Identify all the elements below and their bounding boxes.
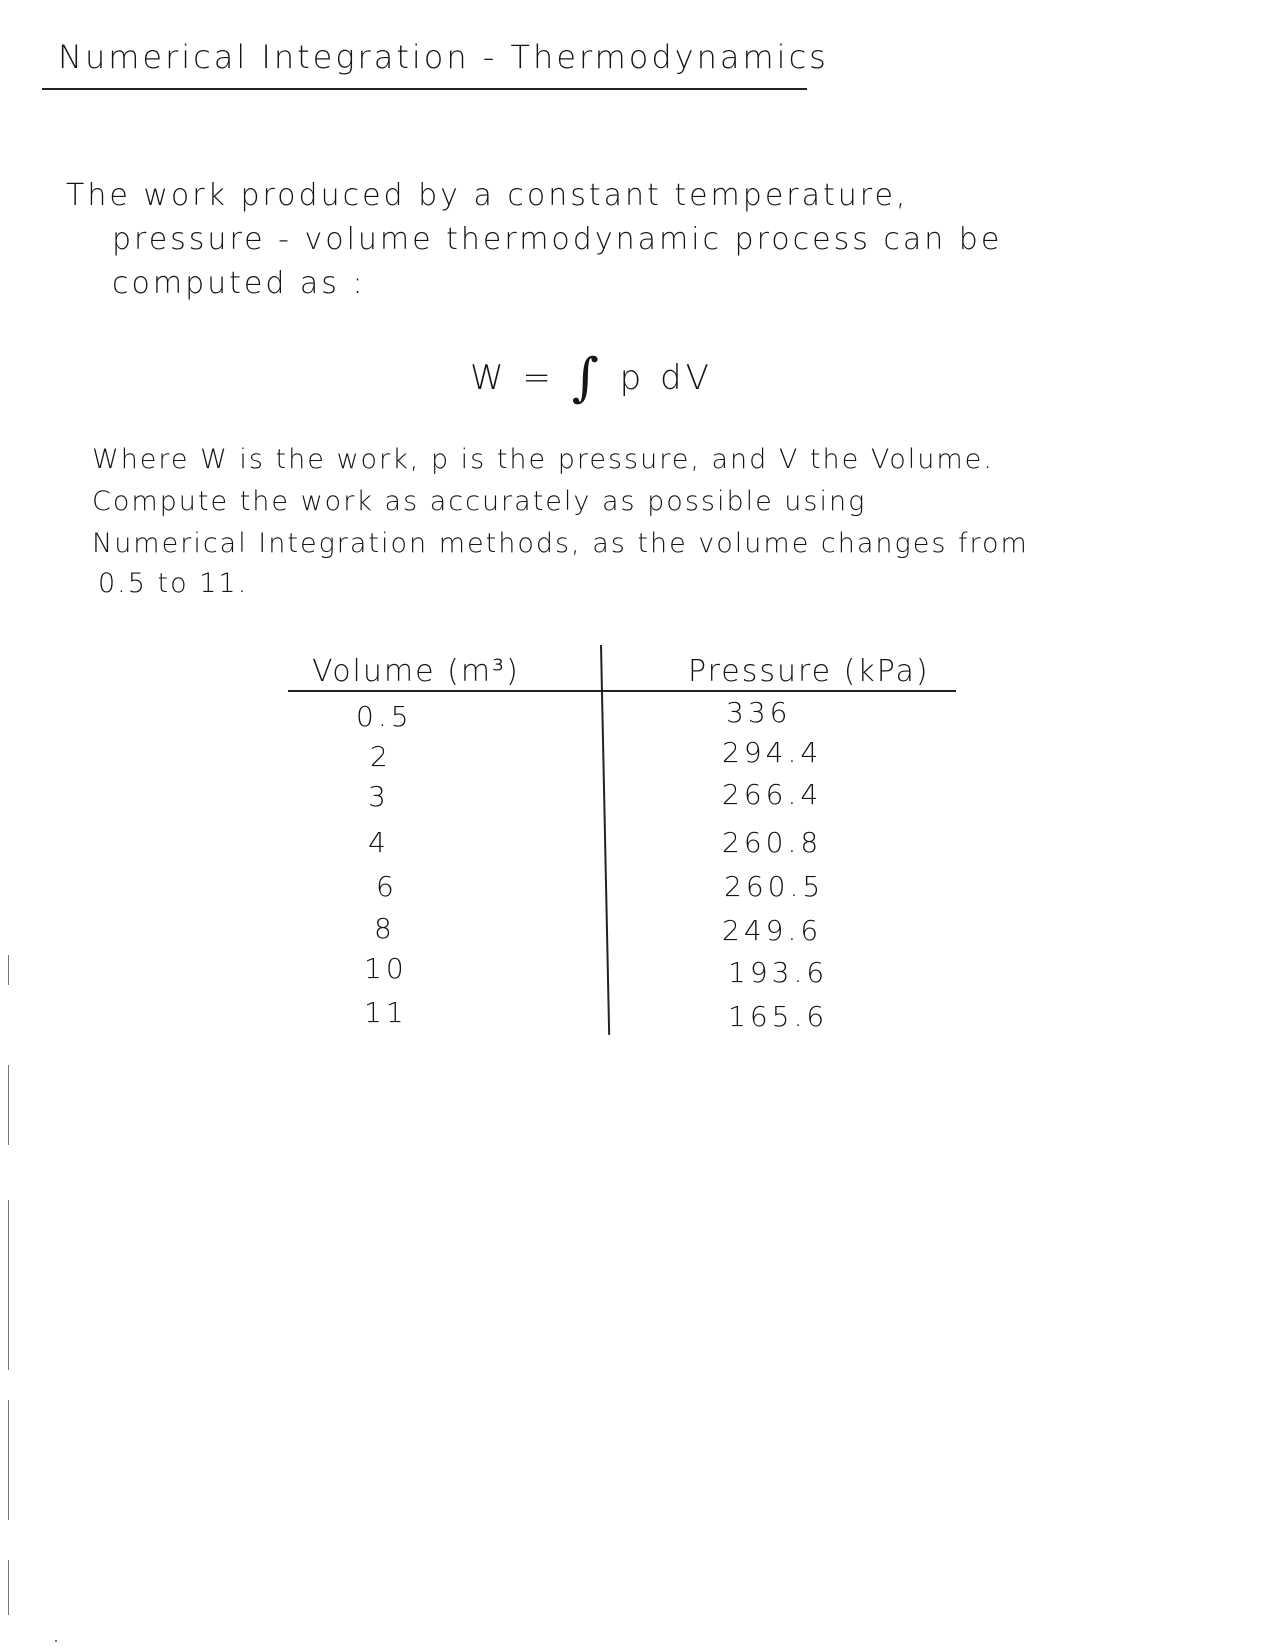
task-line-3: Numerical Integration methods, as the volume changes from	[92, 528, 1029, 559]
task-line-2: Compute the work as accurately as possible using	[92, 486, 867, 517]
scan-artifact	[8, 1200, 9, 1370]
volume-cell: 3	[368, 780, 390, 813]
title-underline	[42, 88, 807, 90]
pressure-column-header: Pressure (kPa)	[688, 654, 930, 689]
pressure-cell: 336	[726, 696, 792, 729]
intro-line-1: The work produced by a constant temperature,	[66, 178, 909, 213]
work-formula	[470, 348, 713, 408]
pressure-cell: 260.5	[724, 870, 825, 903]
task-line-1: Where W is the work, p is the pressure, and V the Volume.	[92, 444, 994, 475]
intro-line-3: computed as :	[112, 266, 366, 301]
volume-cell: 10	[364, 952, 408, 985]
intro-line-2: pressure - volume thermodynamic process can be	[112, 222, 1003, 257]
scan-artifact	[8, 1560, 9, 1615]
table-header-rule	[288, 690, 956, 692]
pressure-cell: 260.8	[722, 826, 823, 859]
scan-artifact	[8, 955, 9, 985]
pressure-cell: 266.4	[722, 778, 823, 811]
pressure-cell: 294.4	[722, 736, 823, 769]
volume-cell: 2	[370, 740, 392, 773]
volume-cell: 11	[364, 996, 408, 1029]
page-title: Numerical Integration - Thermodynamics	[58, 38, 829, 76]
volume-cell: 6	[376, 870, 398, 903]
pressure-cell: 193.6	[728, 956, 829, 989]
volume-cell: 0.5	[356, 700, 413, 733]
volume-column-header: Volume (m³)	[312, 654, 520, 689]
scan-artifact	[55, 1640, 57, 1642]
volume-cell: 8	[374, 912, 396, 945]
table-column-divider	[600, 645, 610, 1035]
formula-lhs: W =	[470, 358, 555, 398]
task-line-4: 0.5 to 11.	[98, 568, 249, 599]
scan-artifact	[8, 1400, 9, 1520]
scan-artifact	[8, 1065, 9, 1145]
integral-sign: ∫	[571, 348, 603, 408]
pressure-cell: 249.6	[722, 914, 823, 947]
pressure-cell: 165.6	[728, 1000, 829, 1033]
formula-rhs: p dV	[619, 358, 713, 398]
volume-cell: 4	[368, 826, 390, 859]
